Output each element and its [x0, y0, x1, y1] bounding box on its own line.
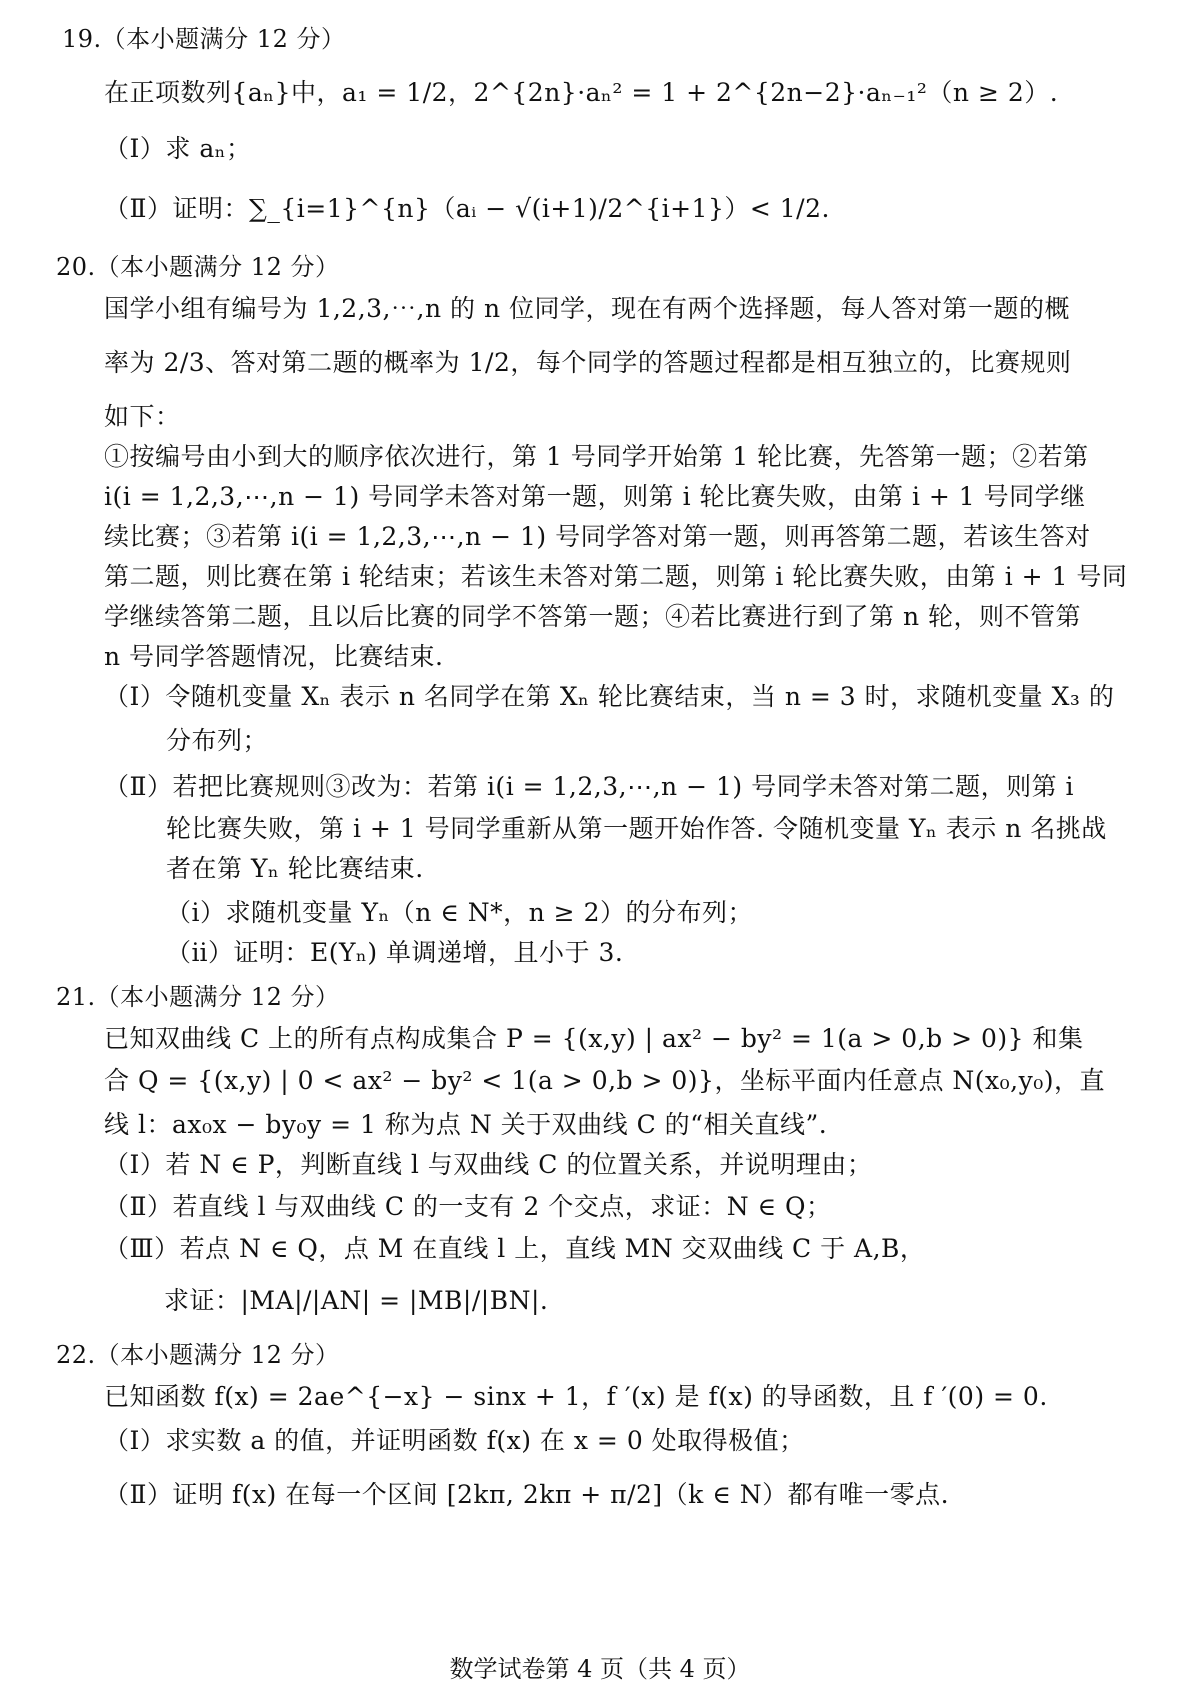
problem-20-line: 率为 2/3、答对第二题的概率为 1/2，每个同学的答题过程都是相互独立的，比赛规则	[104, 348, 1072, 377]
problem-20-line: （Ⅰ）令随机变量 Xₙ 表示 n 名同学在第 Xₙ 轮比赛结束，当 n = 3 时，求随机变量 X₃ 的	[104, 682, 1115, 711]
problem-22-line: （Ⅱ）证明 f(x) 在每一个区间 [2kπ, 2kπ + π/2]（k ∈ N）都有唯一零点.	[104, 1480, 950, 1509]
problem-20-line: i(i = 1,2,3,⋯,n − 1) 号同学未答对第一题，则第 i 轮比赛失败，由第 i + 1 号同学继	[104, 482, 1086, 511]
problem-20-line: 如下：	[104, 402, 181, 431]
problem-20-line: （ⅰ）求随机变量 Yₙ（n ∈ N*，n ≥ 2）的分布列；	[166, 898, 753, 927]
problem-21-heading: 21.（本小题满分 12 分）	[56, 983, 340, 1011]
problem-20-line: 续比赛；③若第 i(i = 1,2,3,⋯,n − 1) 号同学答对第一题，则再答第二题，若该生答对	[104, 522, 1091, 551]
problem-20-line: 第二题，则比赛在第 i 轮结束；若该生未答对第二题，则第 i 轮比赛失败，由第 i + 1 号同	[104, 562, 1128, 591]
problem-22-heading: 22.（本小题满分 12 分）	[56, 1341, 340, 1369]
problem-19-line: （Ⅰ）求 aₙ；	[104, 134, 252, 163]
problem-21-line: （Ⅰ）若 N ∈ P，判断直线 l 与双曲线 C 的位置关系，并说明理由；	[104, 1150, 873, 1179]
problem-19-line: 在正项数列{aₙ}中，a₁ = 1/2，2^{2n}·aₙ² = 1 + 2^{2n−2}·aₙ₋₁²（n ≥ 2）.	[104, 78, 1059, 107]
problem-20-line: （Ⅱ）若把比赛规则③改为：若第 i(i = 1,2,3,⋯,n − 1) 号同学未答对第二题，则第 i	[104, 772, 1075, 801]
problem-20-line: n 号同学答题情况，比赛结束.	[104, 642, 444, 671]
problem-22-line: 已知函数 f(x) = 2ae^{−x} − sinx + 1，f ′(x) 是 f(x) 的导函数，且 f ′(0) = 0.	[104, 1382, 1048, 1411]
problem-20-line: 分布列；	[166, 726, 269, 755]
problem-21-line: 合 Q = {(x,y) | 0 < ax² − by² < 1(a > 0,b > 0)}，坐标平面内任意点 N(x₀,y₀)，直	[104, 1066, 1105, 1095]
problem-19-line: （Ⅱ）证明：∑_{i=1}^{n}（aᵢ − √(i+1)/2^{i+1}）< 1/2.	[104, 194, 830, 223]
problem-20-line: ①按编号由小到大的顺序依次进行，第 1 号同学开始第 1 轮比赛，先答第一题；②若第	[104, 442, 1089, 471]
problem-22-line: （Ⅰ）求实数 a 的值，并证明函数 f(x) 在 x = 0 处取得极值；	[104, 1426, 805, 1455]
problem-20-line: 国学小组有编号为 1,2,3,⋯,n 的 n 位同学，现在有两个选择题，每人答对第一题的概	[104, 294, 1070, 323]
problem-21-line: （Ⅱ）若直线 l 与双曲线 C 的一支有 2 个交点，求证：N ∈ Q；	[104, 1192, 832, 1221]
problem-20-line: 轮比赛失败，第 i + 1 号同学重新从第一题开始作答. 令随机变量 Yₙ 表示 n 名挑战	[166, 814, 1107, 843]
problem-20-heading: 20.（本小题满分 12 分）	[56, 253, 340, 281]
problem-21-line: （Ⅲ）若点 N ∈ Q，点 M 在直线 l 上，直线 MN 交双曲线 C 于 A,B，	[104, 1234, 926, 1263]
problem-20-line: 者在第 Yₙ 轮比赛结束.	[166, 854, 424, 883]
problem-19-heading: 19.（本小题满分 12 分）	[62, 25, 346, 53]
problem-20-line: （ⅱ）证明：E(Yₙ) 单调递增，且小于 3.	[166, 938, 624, 967]
page-footer: 数学试卷第 4 页（共 4 页）	[449, 1655, 751, 1683]
problem-20-line: 学继续答第二题，且以后比赛的同学不答第一题；④若比赛进行到了第 n 轮，则不管第	[104, 602, 1081, 631]
problem-21-line: 已知双曲线 C 上的所有点构成集合 P = {(x,y) | ax² − by² = 1(a > 0,b > 0)} 和集	[104, 1024, 1084, 1053]
problem-21-line: 求证：|MA|/|AN| = |MB|/|BN|.	[164, 1286, 549, 1315]
problem-21-line: 线 l：ax₀x − by₀y = 1 称为点 N 关于双曲线 C 的“相关直线”.	[104, 1110, 828, 1139]
